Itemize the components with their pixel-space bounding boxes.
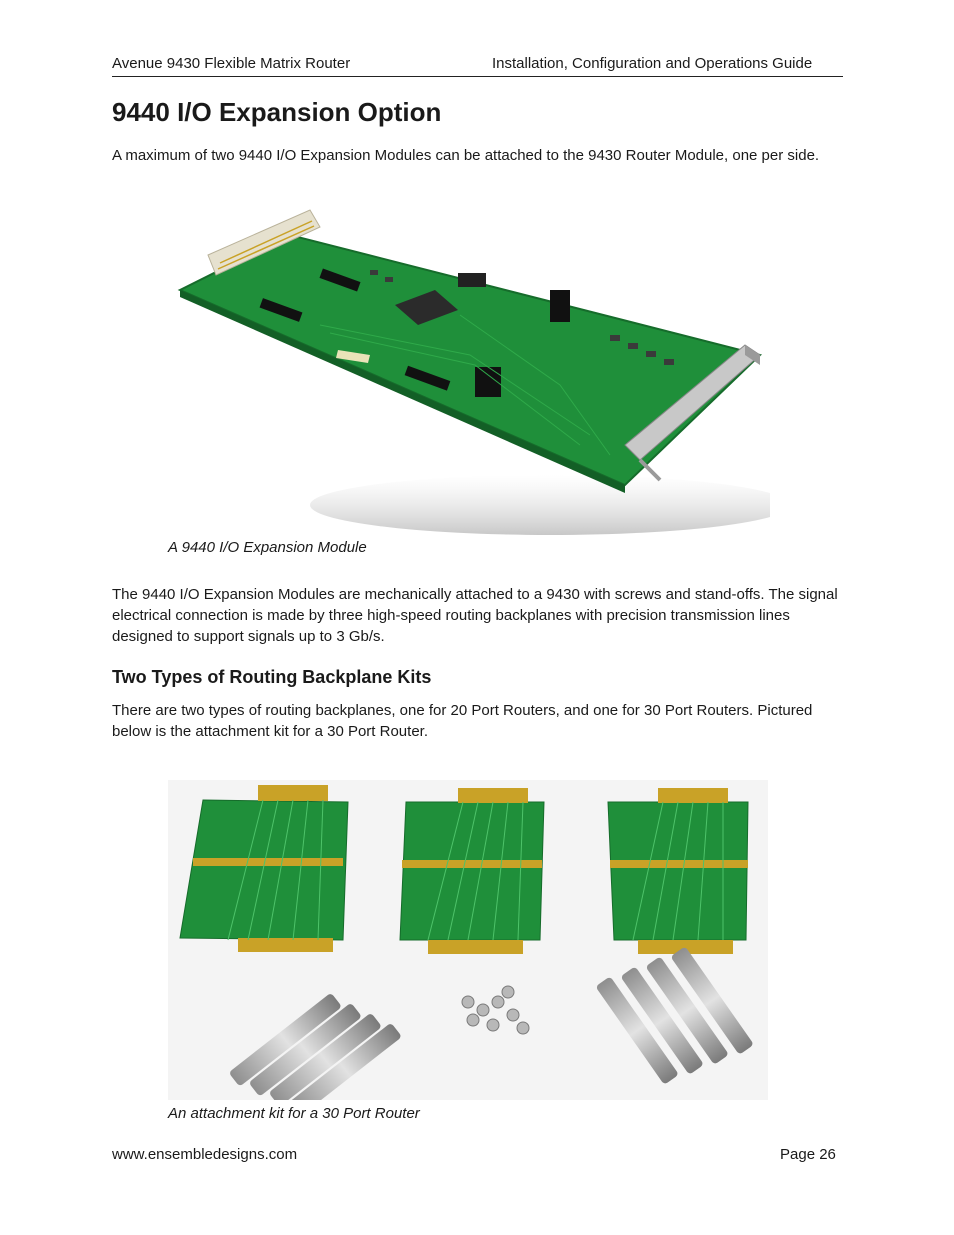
figure1-caption: A 9440 I/O Expansion Module	[168, 539, 367, 556]
header-product-name: Avenue 9430 Flexible Matrix Router	[112, 55, 351, 72]
footer-website-link[interactable]: www.ensembledesigns.com	[112, 1146, 298, 1163]
footer-page-number: Page 26	[780, 1146, 836, 1163]
subsection-title: Two Types of Routing Backplane Kits	[112, 667, 432, 687]
header-guide-title: Installation, Configuration and Operations Guide	[492, 55, 813, 72]
header-divider	[112, 76, 843, 77]
figure2-caption: An attachment kit for a 30 Port Router	[168, 1105, 420, 1122]
attachment-kit-image	[168, 780, 768, 1100]
section-title: 9440 I/O Expansion Option	[112, 97, 442, 127]
intro-paragraph: A maximum of two 9440 I/O Expansion Modules can be attached to the 9430 Router Module, one per side.	[112, 147, 820, 164]
body-paragraph: The 9440 I/O Expansion Modules are mechanically attached to a 9430 with screws and stand-offs. The signal electrical connection is made by three high-speed routing backplanes with precision transmission lines designed to support signals up to 3 Gb/s.	[112, 586, 838, 645]
subsection-paragraph: There are two types of routing backplanes, one for 20 Port Routers, and one for 30 Port Routers. Pictured below is the attachment kit for a 30 Port Router.	[112, 702, 813, 740]
expansion-module-image	[170, 205, 770, 535]
